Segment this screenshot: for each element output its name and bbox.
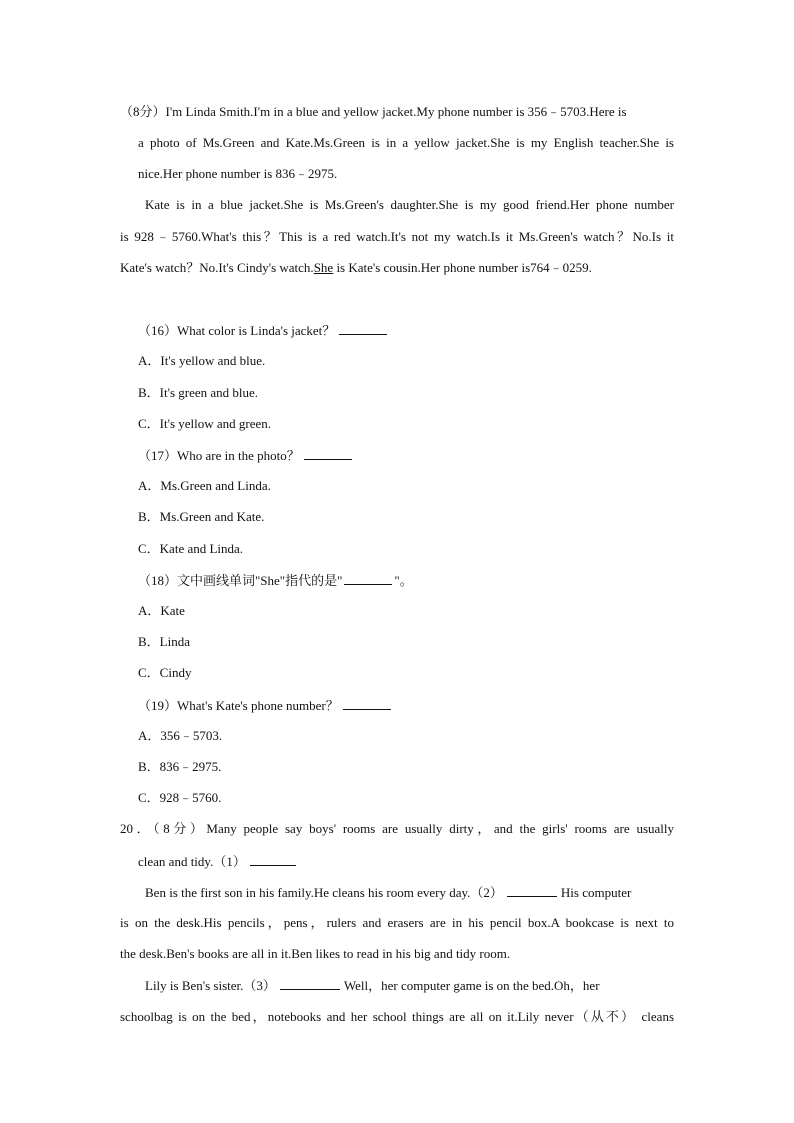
question-17-option-c: C．Kate and Linda. bbox=[138, 541, 244, 556]
answer-blank-18[interactable] bbox=[344, 570, 392, 585]
question-20-text-2: clean and tidy.（1） bbox=[138, 854, 246, 869]
question-18-label: （18）文中画线单词"She"指代的是" bbox=[138, 573, 343, 588]
passage1-text-6b: is Kate's cousin.Her phone number is764﹣0259. bbox=[333, 260, 592, 275]
answer-blank-19[interactable] bbox=[343, 695, 391, 710]
passage1-line-1 bbox=[120, 102, 674, 122]
question-20-text-6b: Well，her computer game is on the bed.Oh，her bbox=[343, 978, 600, 993]
question-19-option-a: A．356﹣5703. bbox=[138, 728, 223, 743]
passage1-line-5: is 928﹣5760.What's this？This is a red watch.It's not my watch.Is it Ms.Green's watch？No.Is it bbox=[120, 229, 674, 244]
answer-blank-16[interactable] bbox=[339, 320, 387, 335]
question-18-option-c: C．Cindy bbox=[138, 665, 192, 680]
answer-blank-20-1[interactable] bbox=[250, 851, 296, 866]
question-17-option-b: B．Ms.Green and Kate. bbox=[138, 509, 265, 524]
question-20-text-3a: Ben is the first son in his family.He cleans his room every day.（2） bbox=[145, 885, 503, 900]
question-16-option-a: A．It's yellow and blue. bbox=[138, 353, 266, 368]
answer-blank-20-3[interactable] bbox=[280, 975, 340, 990]
answer-blank-20-2[interactable] bbox=[507, 882, 557, 897]
question-18 bbox=[138, 570, 692, 590]
question-20-line-5: the desk.Ben's books are all in it.Ben likes to read in his big and tidy room. bbox=[120, 946, 511, 961]
question-20-line-6 bbox=[145, 975, 674, 995]
question-19-label: （19）What's Kate's phone number？ bbox=[138, 698, 339, 713]
passage1-line-3: nice.Her phone number is 836﹣2975. bbox=[138, 166, 338, 181]
question-20-text-3b: His computer bbox=[560, 885, 632, 900]
question-18-option-b: B．Linda bbox=[138, 634, 190, 649]
question-17-option-a: A．Ms.Green and Linda. bbox=[138, 478, 271, 493]
question-16-option-c: C．It's yellow and green. bbox=[138, 416, 272, 431]
question-20-line-1: 20．（8分）Many people say boys' rooms are usually dirty，and the girls' rooms are usually bbox=[120, 821, 674, 836]
question-19-option-b: B．836﹣2975. bbox=[138, 759, 222, 774]
question-16-label: （16）What color is Linda's jacket？ bbox=[138, 323, 336, 338]
underlined-word-she: She bbox=[313, 260, 334, 275]
question-20-line-3 bbox=[145, 882, 674, 902]
passage1-text-6a: Kate's watch？No.It's Cindy's watch. bbox=[120, 260, 314, 275]
passage1-line-2: a photo of Ms.Green and Kate.Ms.Green is in a yellow jacket.She is my English teacher.She is bbox=[138, 135, 674, 150]
question-17 bbox=[138, 445, 692, 465]
question-18-suffix: "。 bbox=[394, 573, 413, 588]
passage1-line-4: Kate is in a blue jacket.She is Ms.Green's daughter.She is my good friend.Her phone number bbox=[145, 197, 674, 212]
question-20-line-4: is on the desk.His pencils，pens，rulers and erasers are in his pencil box.A bookcase is next to bbox=[120, 915, 674, 930]
question-17-label: （17）Who are in the photo？ bbox=[138, 448, 300, 463]
passage1-text-1: I'm Linda Smith.I'm in a blue and yellow jacket.My phone number is 356﹣5703.Here is bbox=[165, 104, 627, 119]
passage1-score: （8分） bbox=[120, 104, 166, 119]
question-20-text-6a: Lily is Ben's sister.（3） bbox=[145, 978, 276, 993]
question-20-line-7: schoolbag is on the bed，notebooks and her school things are all on it.Lily never（从不） cleans bbox=[120, 1009, 674, 1024]
question-20-line-2 bbox=[138, 851, 674, 871]
answer-blank-17[interactable] bbox=[304, 445, 352, 460]
passage1-line-6 bbox=[120, 258, 674, 278]
question-19-option-c: C．928﹣5760. bbox=[138, 790, 222, 805]
question-19 bbox=[138, 695, 692, 715]
question-16 bbox=[138, 320, 692, 340]
question-18-option-a: A．Kate bbox=[138, 603, 185, 618]
question-16-option-b: B．It's green and blue. bbox=[138, 385, 259, 400]
